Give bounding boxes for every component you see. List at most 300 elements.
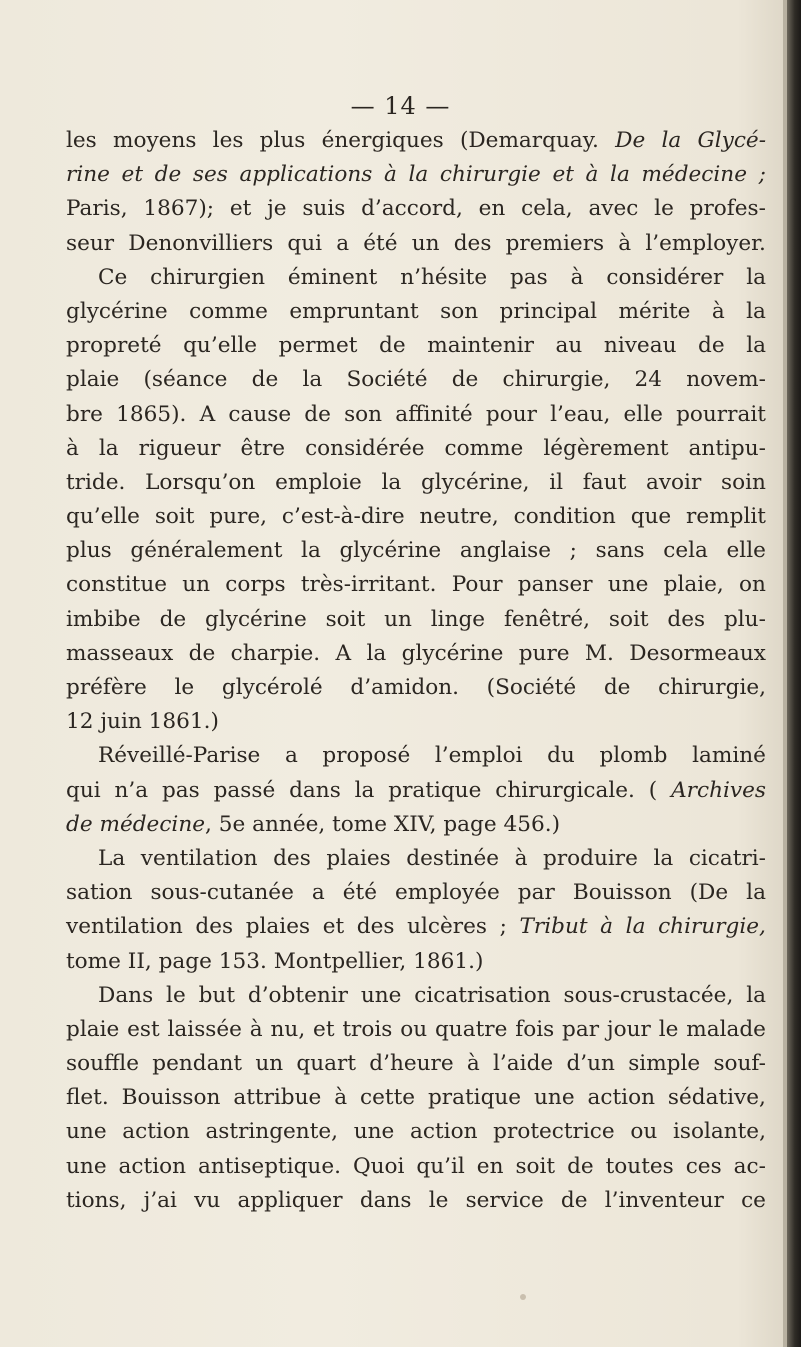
word: corps (225, 572, 286, 598)
word: ulcères (407, 914, 487, 940)
word: chirurgien (150, 264, 266, 290)
word: Réveillé-Parise (98, 743, 261, 769)
word: laissée (167, 1016, 242, 1042)
italic-word: Archives (671, 777, 766, 803)
word: plus (259, 128, 306, 153)
word: rigueur (138, 435, 221, 461)
word: en (478, 196, 506, 222)
word: moyens (113, 128, 197, 153)
text-line (66, 568, 766, 602)
word: à (618, 230, 632, 256)
word: attribue (233, 1085, 322, 1111)
word: sous-cutanée (150, 880, 294, 906)
text-line (66, 295, 766, 329)
word: la (301, 538, 321, 564)
word: Quoi (352, 1153, 405, 1179)
word: le (174, 675, 195, 700)
word: des (667, 606, 706, 632)
word: l’eau, (550, 401, 611, 427)
word: ; (499, 914, 507, 940)
word: ventilation (140, 845, 258, 871)
word: (Demarquay. (459, 128, 599, 153)
word: l’emploi (434, 743, 523, 769)
word: la (366, 640, 387, 666)
word: quatre (434, 1016, 508, 1042)
word: premiers (505, 230, 605, 256)
word: Ce (98, 264, 128, 290)
word: et (229, 196, 252, 222)
word: qu’elle (183, 333, 258, 359)
word: action (118, 1153, 187, 1179)
word: permet (278, 333, 358, 359)
word: vu (194, 1187, 221, 1213)
word: au (555, 333, 583, 359)
italic-word: Glycé- (697, 128, 766, 153)
word: à (249, 1016, 263, 1042)
word: soit (325, 606, 366, 632)
word: quart (296, 1051, 357, 1077)
word: bre (66, 401, 103, 427)
word: faut (582, 469, 627, 495)
word: nu, (270, 1016, 306, 1042)
text-segment: 12 juin 1861.) (66, 709, 219, 735)
word: a (336, 230, 350, 256)
word: il (549, 469, 564, 495)
word: A (199, 401, 216, 427)
word: la (746, 982, 766, 1008)
word: novem- (686, 367, 766, 393)
word: été (363, 230, 398, 256)
text-line (66, 534, 766, 568)
word: de (698, 333, 725, 359)
word: produire (543, 845, 638, 871)
word: pure (518, 640, 570, 666)
word: fois (515, 1016, 555, 1042)
word: la (354, 777, 375, 803)
word: l’employer. (645, 230, 766, 256)
word: la (746, 298, 766, 324)
word: Paris, (66, 196, 128, 222)
word: (Société (486, 675, 577, 700)
word: de (251, 367, 279, 393)
word: mérite (618, 298, 691, 324)
italic-word: ses (192, 162, 228, 188)
word: pas (509, 264, 548, 290)
text-line (66, 227, 766, 261)
word: masseaux (66, 640, 174, 666)
word: je (267, 196, 287, 222)
word: généralement (130, 538, 283, 564)
word: antiseptique. (197, 1153, 341, 1179)
word: soit (608, 606, 649, 632)
word: être (240, 435, 286, 461)
word: jour (606, 1016, 651, 1042)
word: souf- (713, 1051, 766, 1077)
word: glycérine, (420, 469, 530, 495)
italic-word: et (552, 162, 574, 188)
word: à (66, 435, 79, 461)
italic-word: rine (66, 162, 110, 188)
word: d’un (566, 1051, 615, 1077)
word: à (711, 298, 725, 324)
word: ( (648, 777, 658, 803)
word: l’aide (493, 1051, 554, 1077)
word: d’accord, (361, 196, 463, 222)
word: d’obtenir (247, 982, 348, 1008)
word: par (562, 1016, 600, 1042)
italic-word: à (383, 162, 397, 188)
word: énergiques (321, 128, 444, 153)
word: les (66, 128, 97, 153)
word: action (587, 1085, 655, 1111)
italic-word: la (661, 128, 682, 153)
text-line (66, 363, 766, 397)
word: appliquer (237, 1187, 343, 1213)
word: une (66, 1119, 107, 1145)
word: son (440, 298, 479, 324)
word: plaie (66, 367, 120, 393)
word: le (654, 196, 674, 222)
italic-word: ; (758, 162, 766, 188)
word: suis (302, 196, 346, 222)
word: la (98, 435, 119, 461)
word: pendant (152, 1051, 243, 1077)
word: des (356, 914, 395, 940)
text-line (66, 329, 766, 363)
word: laminé (692, 743, 766, 769)
word: considérer (606, 264, 724, 290)
word: un (411, 230, 440, 256)
word: niveau (603, 333, 677, 359)
italic-word: Tribut (519, 914, 588, 940)
word: légèrement (543, 435, 669, 461)
word: pas (161, 777, 200, 803)
word: la (381, 469, 402, 495)
word: cela (663, 538, 708, 564)
word: 1867); (143, 196, 215, 222)
word: charpie. (230, 640, 321, 666)
word: ces (685, 1153, 722, 1179)
word: tions, (66, 1187, 127, 1213)
word: en (476, 1153, 504, 1179)
word: une (607, 572, 649, 598)
word: qu’il (416, 1153, 465, 1179)
word: simple (628, 1051, 701, 1077)
word: La (98, 845, 126, 871)
word: de (304, 401, 331, 427)
word: une (360, 982, 402, 1008)
word: on (739, 572, 766, 598)
word: A (335, 640, 352, 666)
text-line (66, 1013, 766, 1047)
word: plu- (723, 606, 766, 632)
word: remplit (686, 504, 766, 530)
word: à (466, 1051, 480, 1077)
word: une (66, 1153, 107, 1179)
word: sous-crustacée, (563, 982, 734, 1008)
italic-word: De (615, 128, 646, 153)
word: profes- (689, 196, 766, 222)
word: action (122, 1119, 190, 1145)
word: action (410, 1119, 478, 1145)
text-segment: tome II, page 153. Montpellier, 1861.) (66, 948, 484, 974)
text-line (66, 910, 766, 944)
word: passé (213, 777, 276, 803)
body-text (66, 124, 766, 1218)
word: de (451, 367, 479, 393)
word: protectrice (493, 1119, 615, 1145)
word: plomb (599, 743, 668, 769)
word: maintenir (427, 333, 534, 359)
word: que (630, 504, 672, 530)
word: des (273, 845, 311, 871)
word: considérée (305, 435, 425, 461)
italic-word: de (154, 162, 182, 188)
word: très-irritant. (300, 572, 437, 598)
word: a (284, 743, 298, 769)
word: M. (584, 640, 614, 666)
word: sation (66, 880, 133, 906)
word: un (182, 572, 211, 598)
word: de (188, 640, 216, 666)
word: sédative, (667, 1085, 766, 1111)
word: cela, (521, 196, 573, 222)
word: qu’elle (66, 504, 140, 530)
word: ce (741, 1187, 766, 1213)
word: linge (430, 606, 486, 632)
word: chirurgicale. (495, 777, 635, 803)
word: à (570, 264, 584, 290)
word: trois (342, 1016, 393, 1042)
text-line (66, 1115, 766, 1149)
word: une (534, 1085, 575, 1111)
text-line (66, 124, 766, 158)
text-line (66, 1184, 766, 1218)
text-line (66, 671, 766, 705)
word: ventilation (66, 914, 183, 940)
word: glycérine (339, 538, 442, 564)
word: des (453, 230, 492, 256)
ink-speck (520, 1294, 526, 1300)
word: Dans (98, 982, 154, 1008)
text-line (66, 1081, 766, 1115)
italic-word: médecine (641, 162, 747, 188)
word: 1865). (116, 401, 187, 427)
word: chirurgie, (502, 367, 611, 393)
italic-word: chirurgie, (658, 914, 766, 940)
word: cicatri- (688, 845, 766, 871)
word: de (603, 675, 631, 700)
word: service (465, 1187, 544, 1213)
word: la (302, 367, 323, 393)
text-line (66, 842, 766, 876)
word: comme (189, 298, 268, 324)
word: fenêtré, (503, 606, 591, 632)
italic-word: la (625, 914, 646, 940)
word: condition (513, 504, 616, 530)
word: dans (359, 1187, 412, 1213)
word: panser (517, 572, 593, 598)
word: Denonvilliers (128, 230, 274, 256)
text-line (66, 192, 766, 226)
word: le (428, 1187, 449, 1213)
word: des (195, 914, 234, 940)
word: son (344, 401, 383, 427)
word: qui (66, 777, 101, 803)
word: de (567, 1153, 594, 1179)
word: Desormeaux (629, 640, 766, 666)
text-line (66, 398, 766, 432)
word: soin (721, 469, 766, 495)
italic-word: applications (239, 162, 373, 188)
word: sans (595, 538, 645, 564)
word: 24 (634, 367, 663, 393)
word: plus (66, 538, 112, 564)
text-line (66, 1150, 766, 1184)
word: propreté (66, 333, 162, 359)
word: une (353, 1119, 395, 1145)
word: cicatrisation (414, 982, 551, 1008)
text-line (66, 945, 766, 979)
italic-word: la (408, 162, 429, 188)
word: principal (499, 298, 598, 324)
word: c’est-à-dire (281, 504, 405, 530)
word: ac- (733, 1153, 766, 1179)
word: antipu- (688, 435, 766, 461)
word: elle (726, 538, 766, 564)
word: destinée (406, 845, 500, 871)
word: ; (569, 538, 577, 564)
word: préfère (66, 675, 147, 700)
word: plaie (66, 1016, 120, 1042)
text-line (66, 1047, 766, 1081)
word: la (746, 333, 766, 359)
word: qui (287, 230, 323, 256)
word: j’ai (143, 1187, 177, 1213)
word: avec (588, 196, 639, 222)
word: d’heure (369, 1051, 454, 1077)
italic-word: chirurgie (439, 162, 541, 188)
word: (De (689, 880, 729, 906)
word: la (746, 880, 766, 906)
text-line (66, 432, 766, 466)
text-line (66, 808, 766, 842)
word: l’inventeur (604, 1187, 724, 1213)
word: cause (228, 401, 292, 427)
word: et (313, 1016, 335, 1042)
word: neutre, (419, 504, 499, 530)
word: de (560, 1187, 588, 1213)
book-binding-edge (787, 0, 801, 1347)
word: par (517, 880, 555, 906)
word: est (127, 1016, 160, 1042)
word: glycérine (401, 640, 504, 666)
word: affinité (395, 401, 473, 427)
word: plaies (326, 845, 391, 871)
word: les (212, 128, 244, 153)
word: à (334, 1085, 348, 1111)
word: imbibe (66, 606, 141, 632)
word: empruntant (289, 298, 419, 324)
word: ou (400, 1016, 428, 1042)
word: souffle (66, 1051, 140, 1077)
word: éminent (287, 264, 378, 290)
text-line (66, 261, 766, 295)
word: seur (66, 230, 115, 256)
word: pourrait (676, 401, 766, 427)
word: tride. (66, 469, 126, 495)
word: le (658, 1016, 679, 1042)
word: astringente, (205, 1119, 339, 1145)
italic-word: à (600, 914, 614, 940)
word: et (322, 914, 345, 940)
word: anglaise (459, 538, 552, 564)
text-segment: , 5e année, tome XIV, page 456.) (205, 811, 561, 837)
word: d’amidon. (350, 675, 459, 700)
word: du (547, 743, 575, 769)
word: elle (623, 401, 663, 427)
word: plaies (245, 914, 311, 940)
italic-word: à (585, 162, 599, 188)
word: de (159, 606, 187, 632)
page-number: — 14 — (350, 92, 451, 120)
word: pour (485, 401, 537, 427)
word: plaie, (663, 572, 724, 598)
word: a (311, 880, 325, 906)
text-line (66, 705, 766, 739)
italic-word: la (610, 162, 630, 188)
word: glycérine (205, 606, 307, 632)
word: la (746, 264, 766, 290)
word: été (342, 880, 378, 906)
text-line (66, 603, 766, 637)
text-line (66, 876, 766, 910)
word: de (379, 333, 406, 359)
text-line (66, 466, 766, 500)
word: la (653, 845, 674, 871)
word: Lorsqu’on (145, 469, 256, 495)
word: avoir (645, 469, 702, 495)
word: soit (515, 1153, 556, 1179)
word: flet. (66, 1085, 109, 1111)
word: n’a (114, 777, 149, 803)
word: dans (289, 777, 341, 803)
word: pure, (209, 504, 268, 530)
text-line (66, 979, 766, 1013)
italic-segment: de médecine (66, 811, 206, 837)
word: (séance (143, 367, 228, 393)
word: ou (630, 1119, 658, 1145)
word: un (384, 606, 412, 632)
word: but (198, 982, 236, 1008)
word: isolante, (672, 1119, 766, 1145)
word: malade (686, 1016, 766, 1042)
text-line (66, 774, 766, 808)
word: Bouisson (121, 1085, 221, 1111)
word: comme (444, 435, 524, 461)
word: un (255, 1051, 284, 1077)
word: chirurgie, (658, 675, 766, 700)
word: n’hésite (400, 264, 488, 290)
word: à (514, 845, 528, 871)
word: glycérolé (221, 675, 323, 700)
word: employée (395, 880, 500, 906)
word: glycérine (66, 298, 168, 324)
word: Bouisson (572, 880, 672, 906)
word: pratique (427, 1085, 522, 1111)
text-line (66, 637, 766, 671)
word: Pour (451, 572, 503, 598)
